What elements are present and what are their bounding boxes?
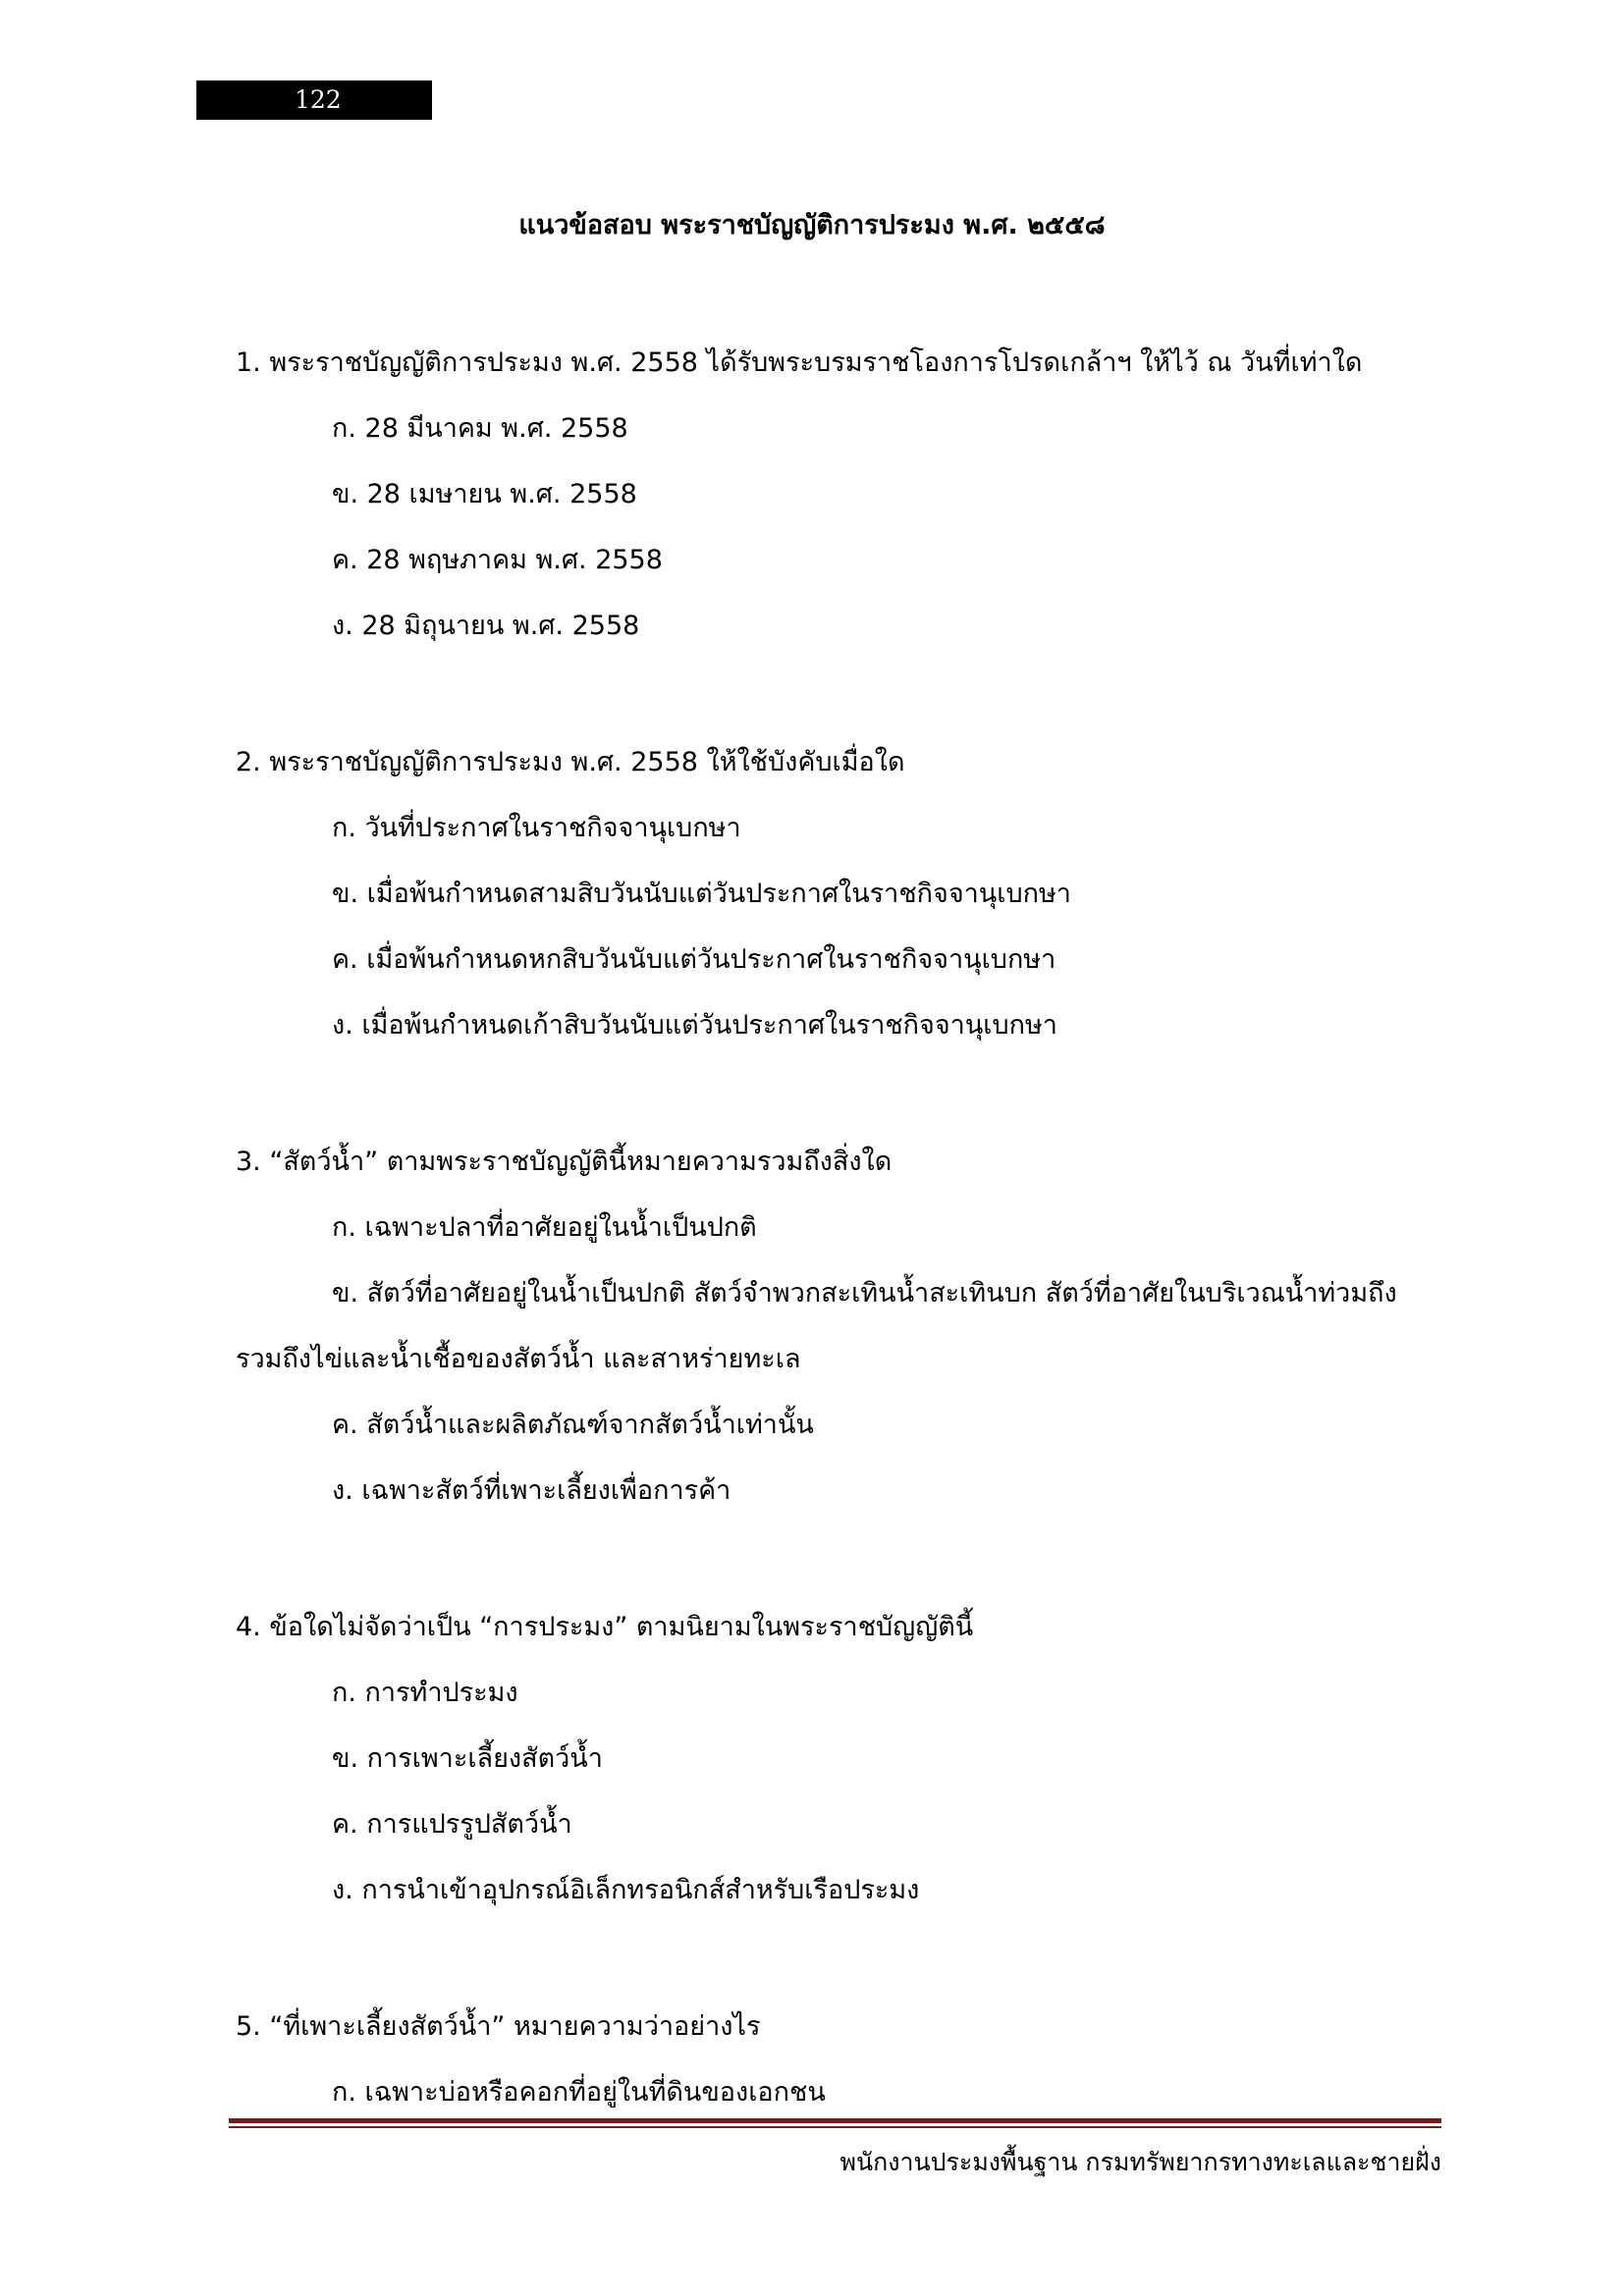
- option-b: ข. สัตว์ที่อาศัยอยู่ในน้ำเป็นปกติ สัตว์จำพวกสะเทินน้ำสะเทินบก สัตว์ที่อาศัยในบริเวณน้ำท่วมถึง รวมถึงไข่และน้ำเชื้อของสัตว์น้ำ และสาหร่ายทะเล: [236, 1278, 1397, 1374]
- option-d: ง. การนำเข้าอุปกรณ์อิเล็กทรอนิกส์สำหรับเรือประมง: [332, 1875, 920, 1905]
- question-text: 4. ข้อใดไม่จัดว่าเป็น “การประมง” ตามนิยามในพระราชบัญญัตินี้: [236, 1612, 974, 1642]
- question-text: 3. “สัตว์น้ำ” ตามพระราชบัญญัตินี้หมายความรวมถึงสิ่งใด: [236, 1147, 893, 1177]
- page-title: แนวข้อสอบ พระราชบัญญัติการประมง พ.ศ. ๒๕๕๘: [518, 210, 1106, 240]
- option-b: ข. การเพาะเลี้ยงสัตว์น้ำ: [332, 1743, 603, 1774]
- question-2: [236, 729, 1434, 1058]
- footer-text: พนักงานประมงพื้นฐาน กรมทรัพยากรทางทะเลและชายฝั่ง: [839, 2148, 1441, 2176]
- option-c: ค. เมื่อพ้นกำหนดหกสิบวันนับแต่วันประกาศในราชกิจจานุเบกษา: [332, 944, 1056, 975]
- option-a: ก. การทำประมง: [332, 1678, 518, 1708]
- footer-divider: [229, 2118, 1441, 2123]
- option-d: ง. เมื่อพ้นกำหนดเก้าสิบวันนับแต่วันประกาศในราชกิจจานุเบกษา: [332, 1010, 1057, 1041]
- question-text: 5. “ที่เพาะเลี้ยงสัตว์น้ำ” หมายความว่าอย่างไร: [236, 2011, 761, 2042]
- option-c: ค. สัตว์น้ำและผลิตภัณฑ์จากสัตว์น้ำเท่านั้น: [332, 1410, 814, 1440]
- option-d: ง. เฉพาะสัตว์ที่เพาะเลี้ยงเพื่อการค้า: [332, 1475, 731, 1506]
- option-a: ก. 28 มีนาคม พ.ศ. 2558: [332, 413, 628, 444]
- question-list: [236, 330, 1434, 2196]
- option-c: ค. 28 พฤษภาคม พ.ศ. 2558: [332, 545, 663, 575]
- question-4: [236, 1594, 1434, 1923]
- option-a: ก. วันที่ประกาศในราชกิจจานุเบกษา: [332, 813, 741, 843]
- question-text: 2. พระราชบัญญัติการประมง พ.ศ. 2558 ให้ใช้บังคับเมื่อใด: [236, 747, 905, 777]
- option-a: ก. เฉพาะปลาที่อาศัยอยู่ในน้ำเป็นปกติ: [332, 1212, 757, 1243]
- question-3: [236, 1129, 1434, 1523]
- footer-divider-thin: [229, 2126, 1441, 2128]
- page-number: 122: [295, 85, 342, 114]
- option-b: ข. เมื่อพ้นกำหนดสามสิบวันนับแต่วันประกาศในราชกิจจานุเบกษา: [332, 879, 1071, 909]
- question-5: [236, 1994, 1434, 2125]
- option-c: ค. การแปรรูปสัตว์น้ำ: [332, 1809, 572, 1840]
- option-a: ก. เฉพาะบ่อหรือคอกที่อยู่ในที่ดินของเอกชน: [332, 2077, 826, 2108]
- question-text: 1. พระราชบัญญัติการประมง พ.ศ. 2558 ได้รับพระบรมราชโองการโปรดเกล้าฯ ให้ไว้ ณ วันที่เท่าใด: [236, 347, 1363, 378]
- option-d: ง. 28 มิถุนายน พ.ศ. 2558: [332, 611, 640, 641]
- option-b: ข. 28 เมษายน พ.ศ. 2558: [332, 479, 637, 509]
- question-1: [236, 330, 1434, 659]
